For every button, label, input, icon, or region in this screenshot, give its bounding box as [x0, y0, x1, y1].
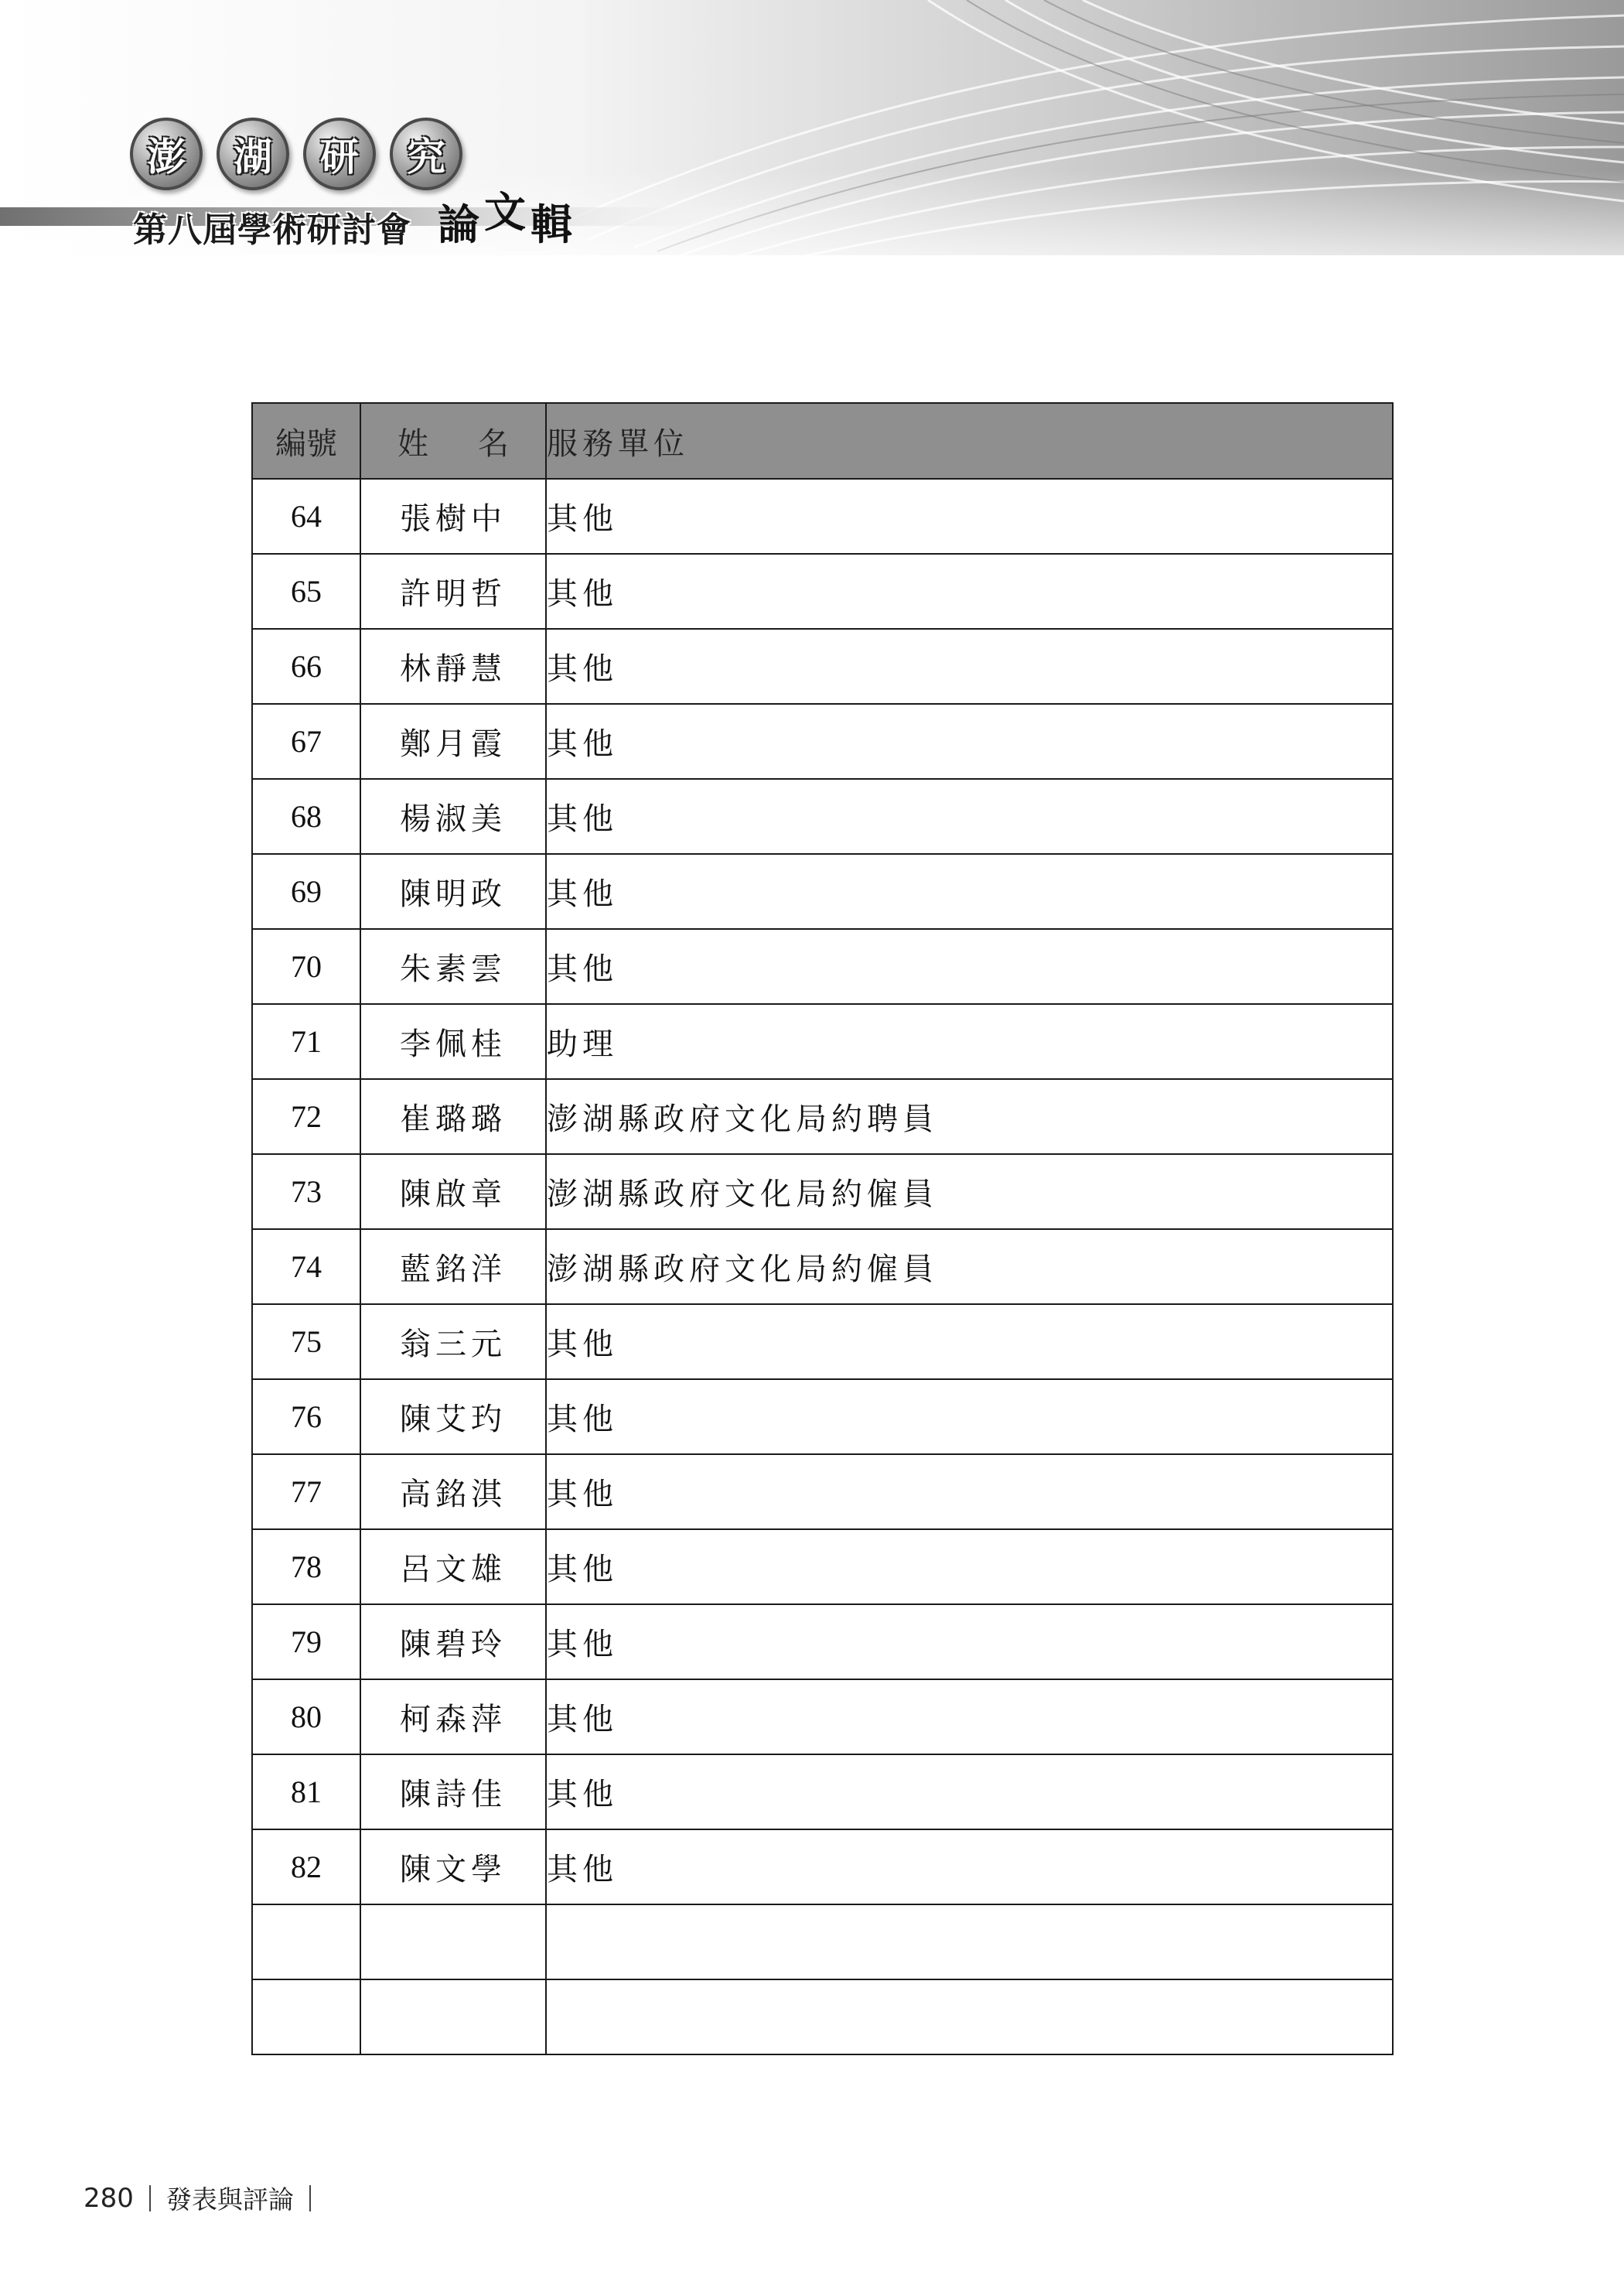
- row-number: 76: [252, 1379, 360, 1454]
- section-name: 發表與評論: [165, 2184, 294, 2215]
- row-unit: 其他: [546, 1604, 1393, 1679]
- table-row: [252, 1754, 1393, 1829]
- row-number: [252, 1979, 360, 2054]
- row-name: 陳詩佳: [360, 1754, 546, 1829]
- proceedings-char: 輯: [531, 200, 577, 249]
- row-name: 柯森萍: [360, 1679, 546, 1754]
- footer-divider: [149, 2185, 151, 2211]
- table-row: [252, 1229, 1393, 1304]
- row-unit: 其他: [546, 1379, 1393, 1454]
- row-unit: 澎湖縣政府文化局約僱員: [546, 1154, 1393, 1229]
- table-row: [252, 1529, 1393, 1604]
- title-char: 澎: [130, 118, 203, 190]
- row-number: 80: [252, 1679, 360, 1754]
- row-number: 68: [252, 779, 360, 854]
- row-number: 74: [252, 1229, 360, 1304]
- row-name: 朱素雲: [360, 929, 546, 1004]
- row-name: 陳艾玓: [360, 1379, 546, 1454]
- table-row: [252, 1154, 1393, 1229]
- row-number: 75: [252, 1304, 360, 1379]
- header-name: [360, 403, 546, 479]
- row-number: [252, 1904, 360, 1979]
- row-name: 許明哲: [360, 554, 546, 629]
- row-unit: 其他: [546, 1454, 1393, 1529]
- table-row: [252, 929, 1393, 1004]
- row-unit: 澎湖縣政府文化局約僱員: [546, 1229, 1393, 1304]
- page-footer: [84, 2180, 326, 2216]
- row-number: 70: [252, 929, 360, 1004]
- row-unit: 其他: [546, 1829, 1393, 1904]
- title-char: 研: [303, 118, 376, 190]
- row-unit: 其他: [546, 779, 1393, 854]
- row-name: 翁三元: [360, 1304, 546, 1379]
- row-number: 71: [252, 1004, 360, 1079]
- header-banner: [0, 0, 1624, 294]
- row-number: 79: [252, 1604, 360, 1679]
- header-unit: 服務單位: [546, 403, 1393, 479]
- row-name: 林靜慧: [360, 629, 546, 704]
- table-row: [252, 1304, 1393, 1379]
- row-number: 66: [252, 629, 360, 704]
- table-row: [252, 1454, 1393, 1529]
- row-name: 崔璐璐: [360, 1079, 546, 1154]
- row-unit: 其他: [546, 629, 1393, 704]
- row-name: 楊淑美: [360, 779, 546, 854]
- table-row: [252, 629, 1393, 704]
- table-row: [252, 1079, 1393, 1154]
- header-name-char: 名: [478, 425, 509, 462]
- row-number: 73: [252, 1154, 360, 1229]
- conference-subtitle: 第八屆學術研討會: [133, 210, 411, 250]
- row-name: [360, 1979, 546, 2054]
- proceedings-char: 論: [438, 200, 484, 249]
- row-unit: 其他: [546, 929, 1393, 1004]
- row-unit: 其他: [546, 1529, 1393, 1604]
- table-row: [252, 554, 1393, 629]
- row-number: 78: [252, 1529, 360, 1604]
- table-row: [252, 1379, 1393, 1454]
- title-char: 究: [390, 118, 462, 190]
- row-number: 64: [252, 479, 360, 554]
- row-number: 69: [252, 854, 360, 929]
- row-unit: 其他: [546, 1304, 1393, 1379]
- row-unit: 助理: [546, 1004, 1393, 1079]
- proceedings-label: [438, 188, 577, 251]
- table-row: [252, 1829, 1393, 1904]
- row-unit: 其他: [546, 854, 1393, 929]
- journal-subtitle: [133, 188, 577, 251]
- row-unit: 其他: [546, 1754, 1393, 1829]
- row-unit: [546, 1904, 1393, 1979]
- table-row: [252, 1004, 1393, 1079]
- row-name: [360, 1904, 546, 1979]
- title-char: 湖: [217, 118, 289, 190]
- table-row: [252, 1904, 1393, 1979]
- row-name: 藍銘洋: [360, 1229, 546, 1304]
- table-row: [252, 1979, 1393, 2054]
- table-row: [252, 704, 1393, 779]
- row-unit: 其他: [546, 554, 1393, 629]
- row-name: 陳文學: [360, 1829, 546, 1904]
- proceedings-char: 文: [484, 188, 531, 237]
- row-name: 陳啟章: [360, 1154, 546, 1229]
- table-row: [252, 479, 1393, 554]
- table-row: [252, 1604, 1393, 1679]
- row-name: 呂文雄: [360, 1529, 546, 1604]
- table-body: [252, 479, 1393, 2054]
- row-number: 67: [252, 704, 360, 779]
- page-number: 280: [84, 2182, 134, 2214]
- journal-title: [130, 118, 462, 190]
- row-name: 高銘淇: [360, 1454, 546, 1529]
- row-name: 陳明政: [360, 854, 546, 929]
- table-row: [252, 779, 1393, 854]
- row-name: 李佩桂: [360, 1004, 546, 1079]
- row-unit: 澎湖縣政府文化局約聘員: [546, 1079, 1393, 1154]
- row-number: 72: [252, 1079, 360, 1154]
- row-number: 65: [252, 554, 360, 629]
- row-number: 82: [252, 1829, 360, 1904]
- table-header-row: [252, 403, 1393, 479]
- header-name-char: 姓: [397, 425, 428, 462]
- row-name: 張樹中: [360, 479, 546, 554]
- table-row: [252, 1679, 1393, 1754]
- row-name: 陳碧玲: [360, 1604, 546, 1679]
- row-name: 鄭月霞: [360, 704, 546, 779]
- row-unit: [546, 1979, 1393, 2054]
- row-unit: 其他: [546, 704, 1393, 779]
- footer-divider: [309, 2185, 311, 2211]
- row-unit: 其他: [546, 1679, 1393, 1754]
- header-number: 編號: [252, 403, 360, 479]
- participant-table: [251, 402, 1394, 2055]
- table-row: [252, 854, 1393, 929]
- row-number: 77: [252, 1454, 360, 1529]
- row-unit: 其他: [546, 479, 1393, 554]
- row-number: 81: [252, 1754, 360, 1829]
